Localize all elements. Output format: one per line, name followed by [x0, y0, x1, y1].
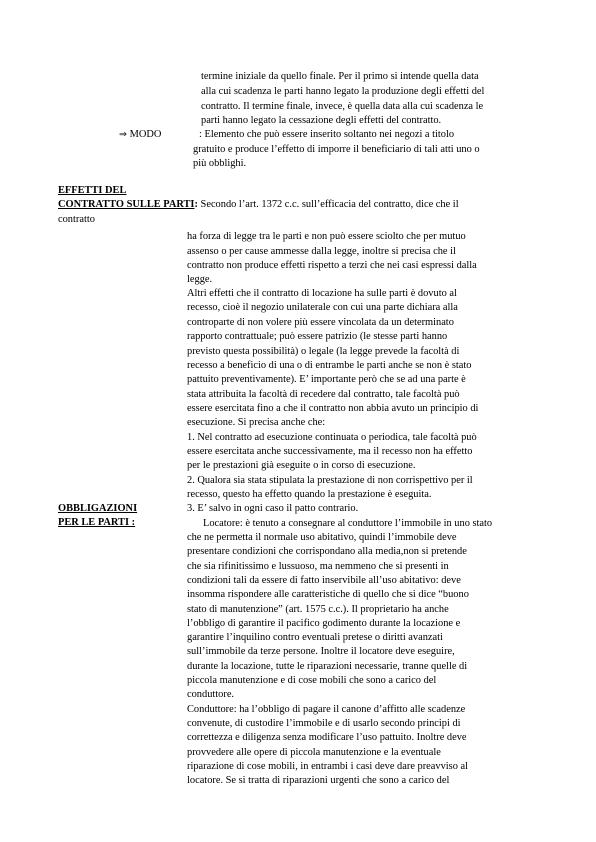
obbligazioni-line: conduttore. [187, 689, 235, 700]
top-line: termine iniziale da quello finale. Per il primo si intende quella data [201, 71, 479, 82]
modo-line: : Elemento che può essere inserito soltanto nei negozi a titolo [199, 129, 455, 140]
effetti-line: pattuito preventivamente). E’ importante però che se ad una parte è [187, 374, 466, 385]
top-line: alla cui scadenza le parti hanno legato la produzione degli effetti del [201, 86, 485, 97]
effetti-line: essere esercitata anche successivamente, ma il recesso non ha effetto [187, 446, 473, 457]
effetti-line: 1. Nel contratto ad esecuzione continuata o periodica, tale facoltà può [187, 432, 477, 443]
obbligazioni-line: stato di manutenzione” (art. 1575 c.c.). Il proprietario ha anche [187, 604, 449, 615]
modo-label: MODO [129, 129, 162, 140]
effetti-line: per le prestazioni già eseguite o in corso di esecuzione. [187, 460, 416, 471]
obbligazioni-line: che ne permetta il normale uso abitativo, quindi l’immobile deve [187, 532, 457, 543]
effetti-heading-colon: : [194, 199, 198, 210]
effetti-line: previsto questa possibilità) o legale (la legge prevede la facoltà di [187, 346, 460, 357]
modo-line: gratuito e produce l’effetto di imporre il beneficiario di tali atti uno o [193, 144, 480, 155]
obbligazioni-line: condizioni tali da essere di fatto inservibile all’uso abitativo: deve [187, 575, 461, 586]
modo-line: più obblighi. [193, 158, 247, 169]
effetti-line: recesso, cioè il negozio unilaterale con cui una parte dichiara alla [187, 302, 458, 313]
obbligazioni-heading: OBBLIGAZIONI [58, 503, 138, 514]
obbligazioni-line: insomma rispondere alle caratteristiche di quello che si dice “buono [187, 589, 469, 600]
effetti-line: controparte di non volere più essere vincolata da un determinato [187, 317, 454, 328]
effetti-line: 3. E’ salvo in ogni caso il patto contrario. [187, 503, 359, 514]
effetti-line: legge. [187, 274, 213, 285]
obbligazioni-line: presentare condizioni che corrispondano alla media,non si pretende [187, 546, 467, 557]
effetti-line: rapporto contrattuale; può essere patrizio (le stesse parti hanno [187, 331, 448, 342]
effetti-intro-line [58, 198, 459, 211]
top-line: parti hanno legato la cessazione degli effetti del contratto. [201, 115, 442, 126]
effetti-line: essere esercitata fino a che il contratto non abbia avuto un principio di [187, 403, 479, 414]
effetti-line: recesso a beneficio di una o di entrambe le parti anche se non è stato [187, 360, 472, 371]
effetti-line: 2. Qualora sia stata stipulata la prestazione di non corrispettivo per il [187, 475, 473, 486]
obbligazioni-line: riparazione di cose mobili, in entrambi i casi deve dare preavviso al [187, 761, 469, 772]
modo-label-row [119, 128, 161, 141]
obbligazioni-line: sull’immobile da terze persone. Inoltre il locatore deve eseguire, [187, 646, 455, 657]
obbligazioni-line: locatore. Se si tratta di riparazioni urgenti che sono a carico del [187, 775, 450, 786]
obbligazioni-line: correttezza e diligenza senza modificare l’uso pattuito. Inoltre deve [187, 732, 467, 743]
obbligazioni-line: provvedere alle opere di piccola manutenzione e la eventuale [187, 747, 441, 758]
effetti-line: stata attribuita la facoltà di recedere dal contratto, tale facoltà può [187, 389, 460, 400]
effetti-line: contratto non produce effetti rispetto a terzi che nei casi espressi dalla [187, 260, 477, 271]
effetti-line: ha forza di legge tra le parti e non può essere sciolto che per mutuo [187, 231, 466, 242]
obbligazioni-line: durante la locazione, tutte le riparazioni necessarie, tranne quelle di [187, 661, 468, 672]
obbligazioni-line: piccola manutenzione e di cose mobili che sono a carico del [187, 675, 437, 686]
obbligazioni-line: garantire l’inquilino contro eventuali pretese o diritti avanzati [187, 632, 443, 643]
obbligazioni-heading-2: PER LE PARTI : [58, 517, 136, 528]
top-line: contratto. Il termine finale, invece, è quella data alla cui scadenza le [201, 101, 484, 112]
effetti-heading-2: CONTRATTO SULLE PARTI [58, 199, 195, 210]
effetti-line: assenso o per cause ammesse dalla legge, inoltre si precisa che il [187, 246, 456, 257]
effetti-intro-line2: contratto [58, 214, 95, 225]
effetti-line: Altri effetti che il contratto di locazione ha sulle parti è dovuto al [187, 288, 457, 299]
right-double-arrow-icon: ⇒ [119, 129, 127, 140]
obbligazioni-line: Conduttore: ha l’obbligo di pagare il canone d’affitto alle scadenze [187, 704, 466, 715]
obbligazioni-first-line: Locatore: è tenuto a consegnare al conduttore l’immobile in uno stato [203, 518, 493, 529]
effetti-line: recesso, questo ha effetto quando la prestazione è eseguita. [187, 489, 432, 500]
effetti-line: esecuzione. Si precisa anche che: [187, 417, 326, 428]
effetti-intro-text: Secondo l’art. 1372 c.c. sull’efficacia del contratto, dice che il [197, 199, 459, 210]
effetti-heading: EFFETTI DEL [58, 185, 127, 196]
obbligazioni-line: convenute, di custodire l’immobile e di usarlo secondo principi di [187, 718, 461, 729]
obbligazioni-line: l’obbligo di garantire il pacifico godimento durante la locazione e [187, 618, 461, 629]
obbligazioni-line: che sia rifinitissimo e lussuoso, ma nemmeno che si presenti in [187, 561, 449, 572]
